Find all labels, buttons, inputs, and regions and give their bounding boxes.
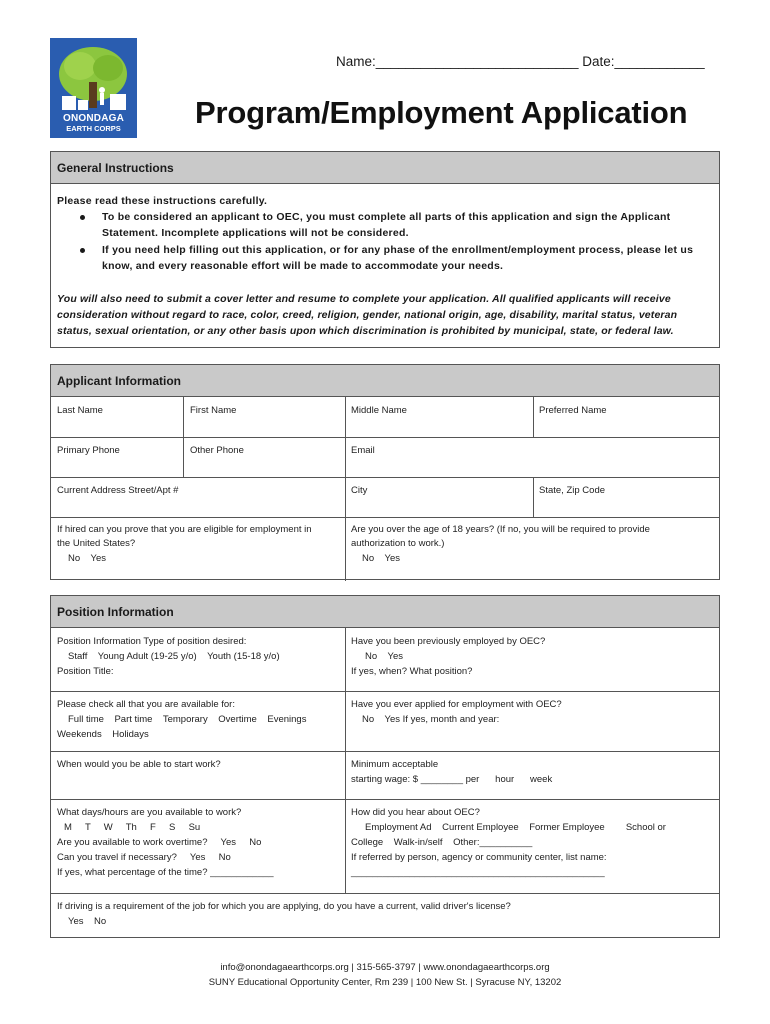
row-divider: [51, 751, 719, 752]
travel-question[interactable]: Can you travel if necessary? Yes No: [57, 852, 231, 863]
applied-before-options[interactable]: No Yes If yes, month and year:: [362, 714, 500, 725]
col-divider: [345, 397, 346, 581]
prev-employed-options[interactable]: No Yes: [365, 651, 404, 662]
row-divider: [51, 691, 719, 692]
availability-options[interactable]: Full time Part time Temporary Overtime Evenings: [68, 714, 307, 725]
age-options[interactable]: No Yes: [362, 553, 401, 564]
logo-text-line1: ONONDAGA: [62, 113, 125, 124]
referral-source-options[interactable]: Employment Ad Current Employee Former Employee School or: [365, 822, 666, 833]
section-header: [51, 365, 719, 397]
eoe-line1: You will also need to submit a cover letter and resume to complete your application. All qualified applicants will receive: [57, 293, 671, 305]
eligibility-question-cont: the United States?: [57, 538, 136, 549]
travel-percentage-field[interactable]: If yes, what percentage of the time? ____________: [57, 867, 274, 878]
first-name-field[interactable]: First Name: [190, 405, 237, 416]
section-title: Applicant Information: [57, 374, 181, 388]
eligibility-question: If hired can you prove that you are eligible for employment in: [57, 524, 312, 535]
prev-employed-label: Have you been previously employed by OEC?: [351, 636, 546, 647]
prev-employed-when[interactable]: If yes, when? What position?: [351, 666, 473, 677]
row-divider: [51, 437, 719, 438]
col-divider: [533, 397, 534, 437]
instructions-intro: Please read these instructions carefully.: [57, 195, 268, 207]
email-field[interactable]: Email: [351, 445, 375, 456]
other-phone-field[interactable]: Other Phone: [190, 445, 244, 456]
age-question-cont: authorization to work.): [351, 538, 445, 549]
col-divider: [345, 628, 346, 893]
days-options[interactable]: M T W Th F S Su: [64, 822, 201, 833]
preferred-name-field[interactable]: Preferred Name: [539, 405, 607, 416]
section-title: Position Information: [57, 605, 174, 619]
row-divider: [51, 517, 719, 518]
bullet-icon: [80, 215, 85, 220]
bullet-icon: [80, 248, 85, 253]
name-date-line[interactable]: Name:___________________________ Date:____________: [336, 54, 705, 69]
middle-name-field[interactable]: Middle Name: [351, 405, 407, 416]
start-date-field[interactable]: When would you be able to start work?: [57, 759, 221, 770]
city-field[interactable]: City: [351, 485, 368, 496]
bullet2-line1: If you need help filling out this application, or for any phase of the enrollment/employment process, please let us: [102, 244, 694, 256]
footer-contact: info@onondagaearthcorps.org | 315-565-3797 | www.onondagaearthcorps.org: [220, 962, 550, 973]
age-question: Are you over the age of 18 years? (If no, you will be required to provide: [351, 524, 650, 535]
days-hours-label: What days/hours are you available to work?: [57, 807, 242, 818]
row-divider: [51, 893, 719, 894]
position-type-options[interactable]: Staff Young Adult (19-25 y/o) Youth (15-18 y/o): [68, 651, 280, 662]
bullet1-line1: To be considered an applicant to OEC, you must complete all parts of this application and sign the Applicant: [102, 211, 671, 223]
referral-name-label: If referred by person, agency or community center, list name:: [351, 852, 607, 863]
availability-label: Please check all that you are available for:: [57, 699, 235, 710]
logo-text-line2: EARTH CORPS: [66, 124, 121, 133]
eoe-line2: consideration without regard to race, color, creed, religion, gender, national origin, age, disability, marital status, veteran: [57, 309, 678, 321]
applied-before-label: Have you ever applied for employment with OEC?: [351, 699, 562, 710]
col-divider: [533, 477, 534, 517]
primary-phone-field[interactable]: Primary Phone: [57, 445, 120, 456]
oec-logo: [50, 38, 137, 138]
overtime-question[interactable]: Are you available to work overtime? Yes No: [57, 837, 262, 848]
bullet2-line2: know, and every reasonable effort will be made to accommodate your needs.: [102, 260, 504, 272]
referral-name-field[interactable]: ________________________________________________: [351, 867, 605, 878]
bullet1-line2: Statement. Incomplete applications will not be considered.: [102, 227, 409, 239]
referral-source-options-cont[interactable]: College Walk-in/self Other:__________: [351, 837, 533, 848]
position-type-label: Position Information Type of position desired:: [57, 636, 247, 647]
referral-source-label: How did you hear about OEC?: [351, 807, 480, 818]
applicant-information-section: [50, 364, 720, 580]
drivers-license-options[interactable]: Yes No: [68, 916, 107, 927]
page-title: Program/Employment Application: [195, 95, 688, 130]
col-divider: [183, 397, 184, 477]
state-zip-field[interactable]: State, Zip Code: [539, 485, 606, 496]
drivers-license-question: If driving is a requirement of the job for which you are applying, do you have a current, valid driver's license?: [57, 901, 511, 912]
row-divider: [51, 799, 719, 800]
position-title-field[interactable]: Position Title:: [57, 666, 114, 677]
last-name-field[interactable]: Last Name: [57, 405, 103, 416]
availability-options-cont[interactable]: Weekends Holidays: [57, 729, 149, 740]
address-field[interactable]: Current Address Street/Apt #: [57, 485, 179, 496]
position-information-section: [50, 595, 720, 938]
section-header: [51, 596, 719, 628]
eoe-line3: status, sexual orientation, or any other basis upon which discrimination is prohibited by municipal, state, or federal law.: [57, 325, 674, 337]
section-header: [51, 152, 719, 184]
footer-address: SUNY Educational Opportunity Center, Rm 239 | 100 New St. | Syracuse NY, 13202: [208, 977, 562, 988]
wage-field[interactable]: starting wage: $ ________ per hour week: [351, 774, 553, 785]
wage-label: Minimum acceptable: [351, 759, 439, 770]
row-divider: [51, 477, 719, 478]
section-title: General Instructions: [57, 161, 174, 175]
eligibility-options[interactable]: No Yes: [68, 553, 107, 564]
general-instructions-section: [50, 151, 720, 348]
